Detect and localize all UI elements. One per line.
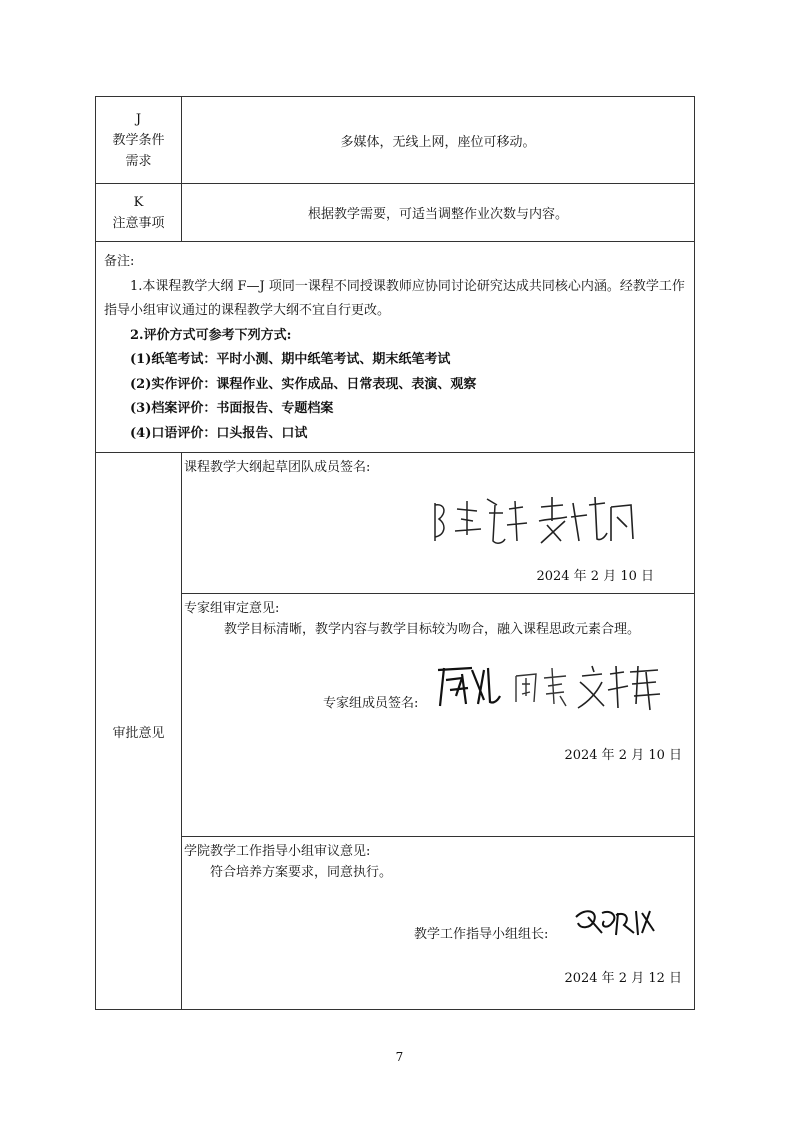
- notes-item-3: (1)纸笔考试：平时小测、期中纸笔考试、期末纸笔考试: [130, 352, 451, 367]
- syllabus-table: [95, 96, 695, 1010]
- college-opinion: 符合培养方案要求，同意执行。: [210, 865, 393, 880]
- expert-sign-label: 专家组成员签名:: [323, 696, 419, 711]
- expert-opinion: 教学目标清晰，教学内容与教学目标较为吻合，融入课程思政元素合理。: [224, 622, 641, 637]
- team-title: 课程教学大纲起草团队成员签名:: [184, 460, 371, 475]
- row-k-label-text: 注意事项: [112, 215, 165, 231]
- row-k: [96, 184, 695, 242]
- college-sign-label: 教学工作指导小组组长:: [414, 927, 549, 942]
- expert-block: [182, 593, 694, 836]
- expert-title: 专家组审定意见:: [184, 601, 280, 616]
- notes-item-5: (3)档案评价：书面报告、专题档案: [130, 401, 334, 416]
- row-k-code: K: [133, 194, 144, 210]
- row-j-label: [96, 97, 182, 184]
- college-signature: [572, 903, 662, 943]
- college-title: 学院教学工作指导小组审议意见:: [184, 844, 371, 859]
- approval-content: [182, 453, 695, 1010]
- row-k-content: 根据教学需要，可适当调整作业次数与内容。: [182, 184, 695, 242]
- expert-signature: [432, 660, 672, 720]
- team-block: [182, 453, 694, 593]
- expert-date: 2024 年 2 月 10 日: [564, 748, 682, 763]
- notes-item-2: 2.评价方式可参考下列方式:: [130, 327, 292, 343]
- team-date: 2024 年 2 月 10 日: [536, 569, 654, 584]
- notes-item-4: (2)实作评价：课程作业、实作成品、日常表现、表演、观察: [130, 376, 477, 392]
- notes-heading: 备注:: [104, 254, 135, 269]
- notes-item-6: (4)口语评价：口头报告、口试: [130, 425, 308, 441]
- team-signature: [427, 491, 647, 551]
- notes-row: [96, 242, 695, 453]
- college-date: 2024 年 2 月 12 日: [564, 971, 682, 986]
- row-j-content: 多媒体，无线上网，座位可移动。: [182, 97, 695, 184]
- row-j-code: J: [135, 111, 142, 127]
- row-j: [96, 97, 695, 184]
- college-block: [182, 836, 694, 1009]
- page-number: 7: [395, 1050, 404, 1064]
- approval-row: [96, 453, 695, 1010]
- row-j-label-line2: 需求: [125, 153, 152, 169]
- notes-cell: [96, 242, 695, 453]
- approval-label: 审批意见: [96, 453, 182, 1010]
- row-k-label: [96, 184, 182, 242]
- notes-item-1: 1.本课程教学大纲 F—J 项同一课程不同授课教师应协同讨论研究达成共同核心内涵。经教学工作指导小组审议通过的课程教学大纲不宜自行更改。: [104, 278, 685, 318]
- row-j-label-line1: 教学条件: [112, 132, 165, 148]
